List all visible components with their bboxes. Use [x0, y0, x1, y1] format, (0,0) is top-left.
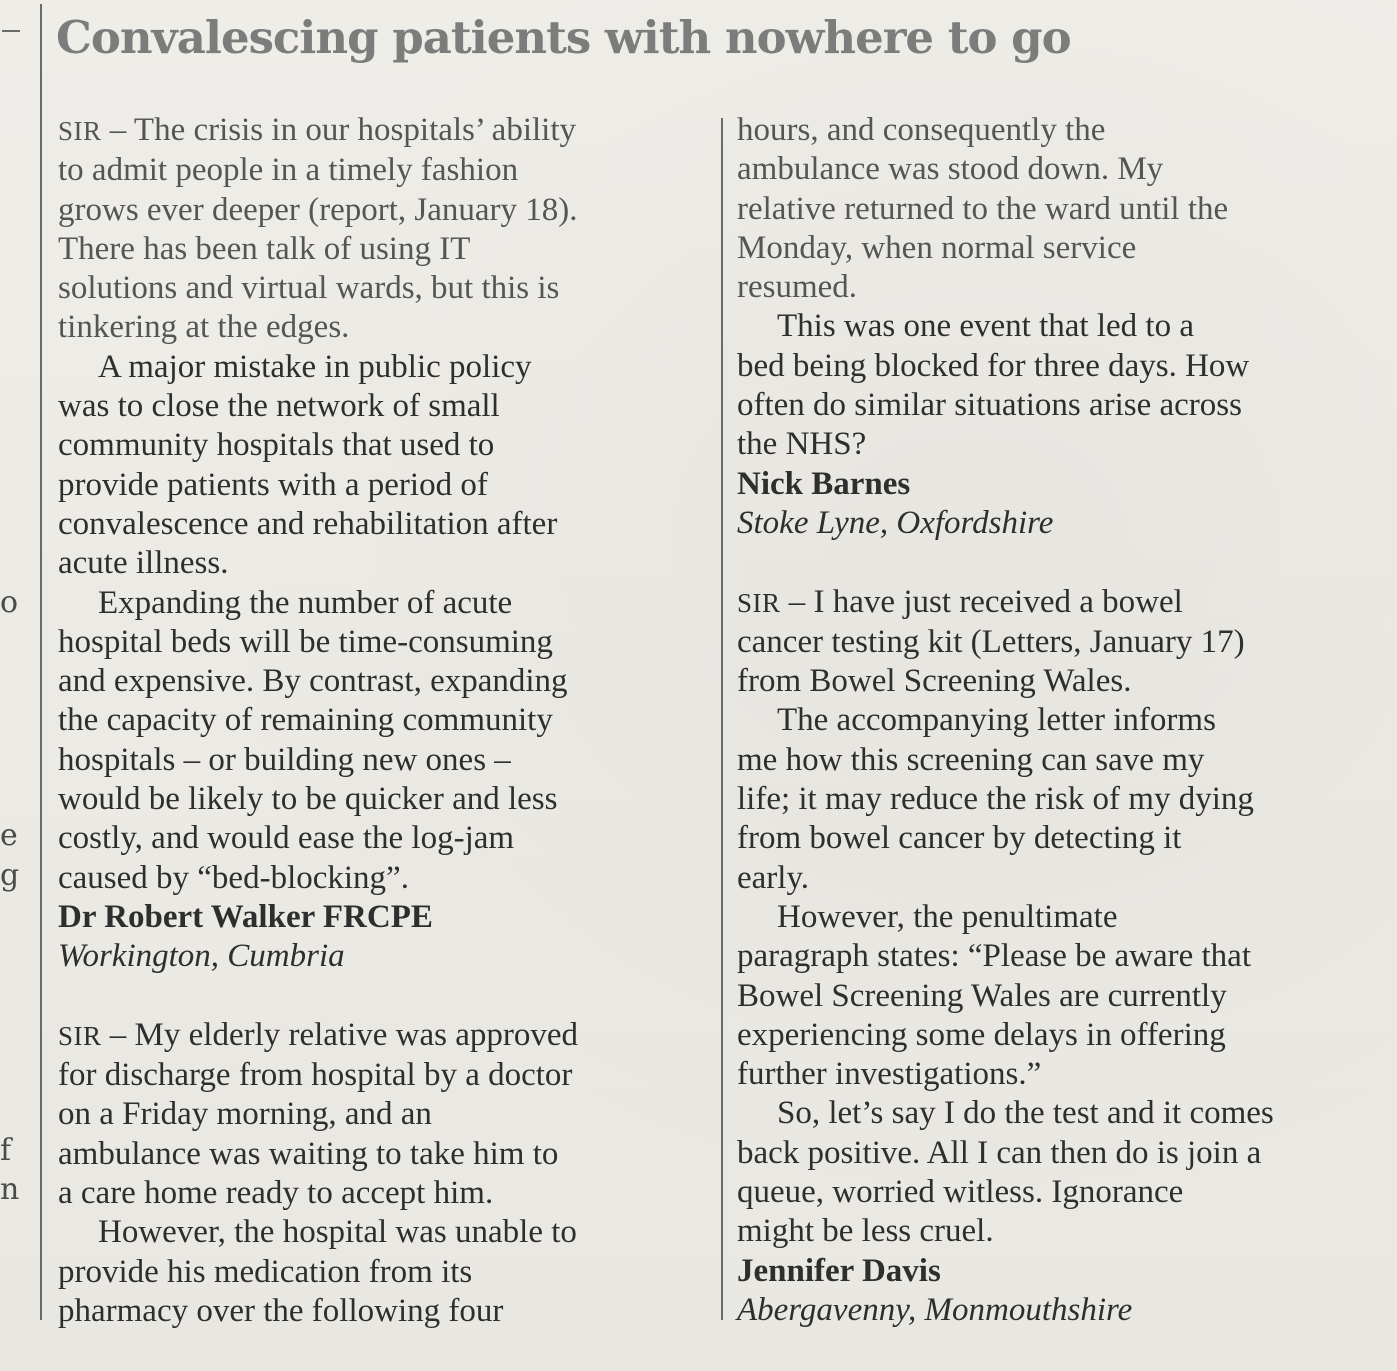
text-line: bed being blocked for three days. How [737, 347, 1250, 384]
text-line: costly, and would ease the log-jam [58, 820, 515, 857]
paragraph-start-line: This was one event that led to a [777, 308, 1194, 345]
headline: Convalescing patients with nowhere to go [56, 11, 1071, 64]
text-line: experiencing some delays in offering [737, 1016, 1226, 1053]
column-rule-left [40, 4, 42, 1320]
text-line: convalescence and rehabilitation after [58, 505, 558, 542]
text-line: cancer testing kit (Letters, January 17) [737, 623, 1245, 660]
letter-location: Stoke Lyne, Oxfordshire [737, 504, 1054, 541]
text-line: solutions and virtual wards, but this is [58, 270, 560, 307]
letter-1 [58, 111, 706, 977]
letter-separator [737, 543, 1385, 582]
text-line: There has been talk of using IT [58, 230, 471, 267]
text-line: paragraph states: “Please be aware that [737, 938, 1251, 975]
letter-location: Abergavenny, Monmouthshire [737, 1291, 1133, 1328]
letter-author: Nick Barnes [737, 465, 911, 502]
text-line: for discharge from hospital by a doctor [58, 1057, 573, 1094]
letter-separator [58, 977, 706, 1016]
letter-3 [737, 583, 1385, 1331]
text-line: grows ever deeper (report, January 18). [58, 191, 578, 228]
text-line: ambulance was waiting to take him to [58, 1135, 559, 1172]
margin-text-fragment: e [0, 818, 18, 853]
margin-text-fragment: o [0, 585, 19, 620]
column-rule-middle [721, 118, 723, 1320]
letter-opening-line: SIR – I have just received a bowel [737, 583, 1183, 620]
letter-author: Jennifer Davis [737, 1252, 941, 1289]
text-line: often do similar situations arise across [737, 387, 1242, 424]
paragraph-start-line: However, the penultimate [777, 898, 1118, 935]
paragraph-start-line: Expanding the number of acute [98, 584, 513, 621]
text-line: from Bowel Screening Wales. [737, 663, 1132, 700]
text-line: a care home ready to accept him. [58, 1175, 494, 1212]
text-line: life; it may reduce the risk of my dying [737, 781, 1254, 818]
letter-opening-line: SIR – My elderly relative was approved [58, 1016, 579, 1053]
letter-2-continued [737, 111, 1385, 543]
text-line: back positive. All I can then do is join a [737, 1134, 1262, 1171]
text-line: might be less cruel. [737, 1213, 994, 1250]
margin-text-fragment: f [0, 1133, 12, 1168]
paragraph-start-line: However, the hospital was unable to [98, 1214, 577, 1251]
text-line: provide his medication from its [58, 1253, 473, 1290]
text-line: pharmacy over the following four [58, 1292, 504, 1329]
letter-2 [58, 1016, 706, 1331]
text-line: to admit people in a timely fashion [58, 152, 519, 189]
text-line: relative returned to the ward until the [737, 190, 1229, 227]
text-line: was to close the network of small [58, 388, 500, 425]
paragraph-start-line: A major mistake in public policy [98, 348, 532, 385]
column-left [58, 111, 706, 1331]
column-right [737, 111, 1385, 1330]
text-line: the NHS? [737, 426, 867, 463]
letter-location: Workington, Cumbria [58, 938, 345, 975]
text-line: caused by “bed-blocking”. [58, 859, 409, 896]
paragraph-start-line: The accompanying letter informs [777, 702, 1216, 739]
text-line: hours, and consequently the [737, 112, 1106, 148]
text-line: community hospitals that used to [58, 427, 495, 464]
text-line: from bowel cancer by detecting it [737, 820, 1182, 857]
text-line: Bowel Screening Wales are currently [737, 977, 1227, 1014]
text-line: resumed. [737, 269, 858, 306]
text-line: would be likely to be quicker and less [58, 781, 558, 818]
text-line: on a Friday morning, and an [58, 1096, 432, 1133]
text-line: ambulance was stood down. My [737, 151, 1164, 188]
text-line: further investigations.” [737, 1056, 1042, 1093]
letter-author: Dr Robert Walker FRCPE [58, 898, 433, 935]
text-line: hospital beds will be time-consuming [58, 623, 553, 660]
letter-opening-line: SIR – The crisis in our hospitals’ ability [58, 112, 577, 148]
sir-salutation: SIR [737, 587, 781, 618]
text-line: me how this screening can save my [737, 741, 1205, 778]
text-line: provide patients with a period of [58, 466, 488, 503]
text-line: and expensive. By contrast, expanding [58, 663, 568, 700]
text-line: tinkering at the edges. [58, 309, 350, 346]
paragraph-start-line: So, let’s say I do the test and it comes [777, 1095, 1274, 1132]
sir-salutation: SIR [58, 1020, 102, 1051]
text-line: early. [737, 859, 810, 896]
column-rule-fragment [2, 30, 20, 32]
text-line: acute illness. [58, 545, 229, 582]
sir-salutation: SIR [58, 116, 102, 146]
text-line: the capacity of remaining community [58, 702, 553, 739]
margin-text-fragment: g [0, 858, 20, 893]
text-line: Monday, when normal service [737, 229, 1137, 266]
text-line: hospitals – or building new ones – [58, 741, 511, 778]
text-line: queue, worried witless. Ignorance [737, 1174, 1184, 1211]
margin-text-fragment: n [0, 1172, 20, 1207]
